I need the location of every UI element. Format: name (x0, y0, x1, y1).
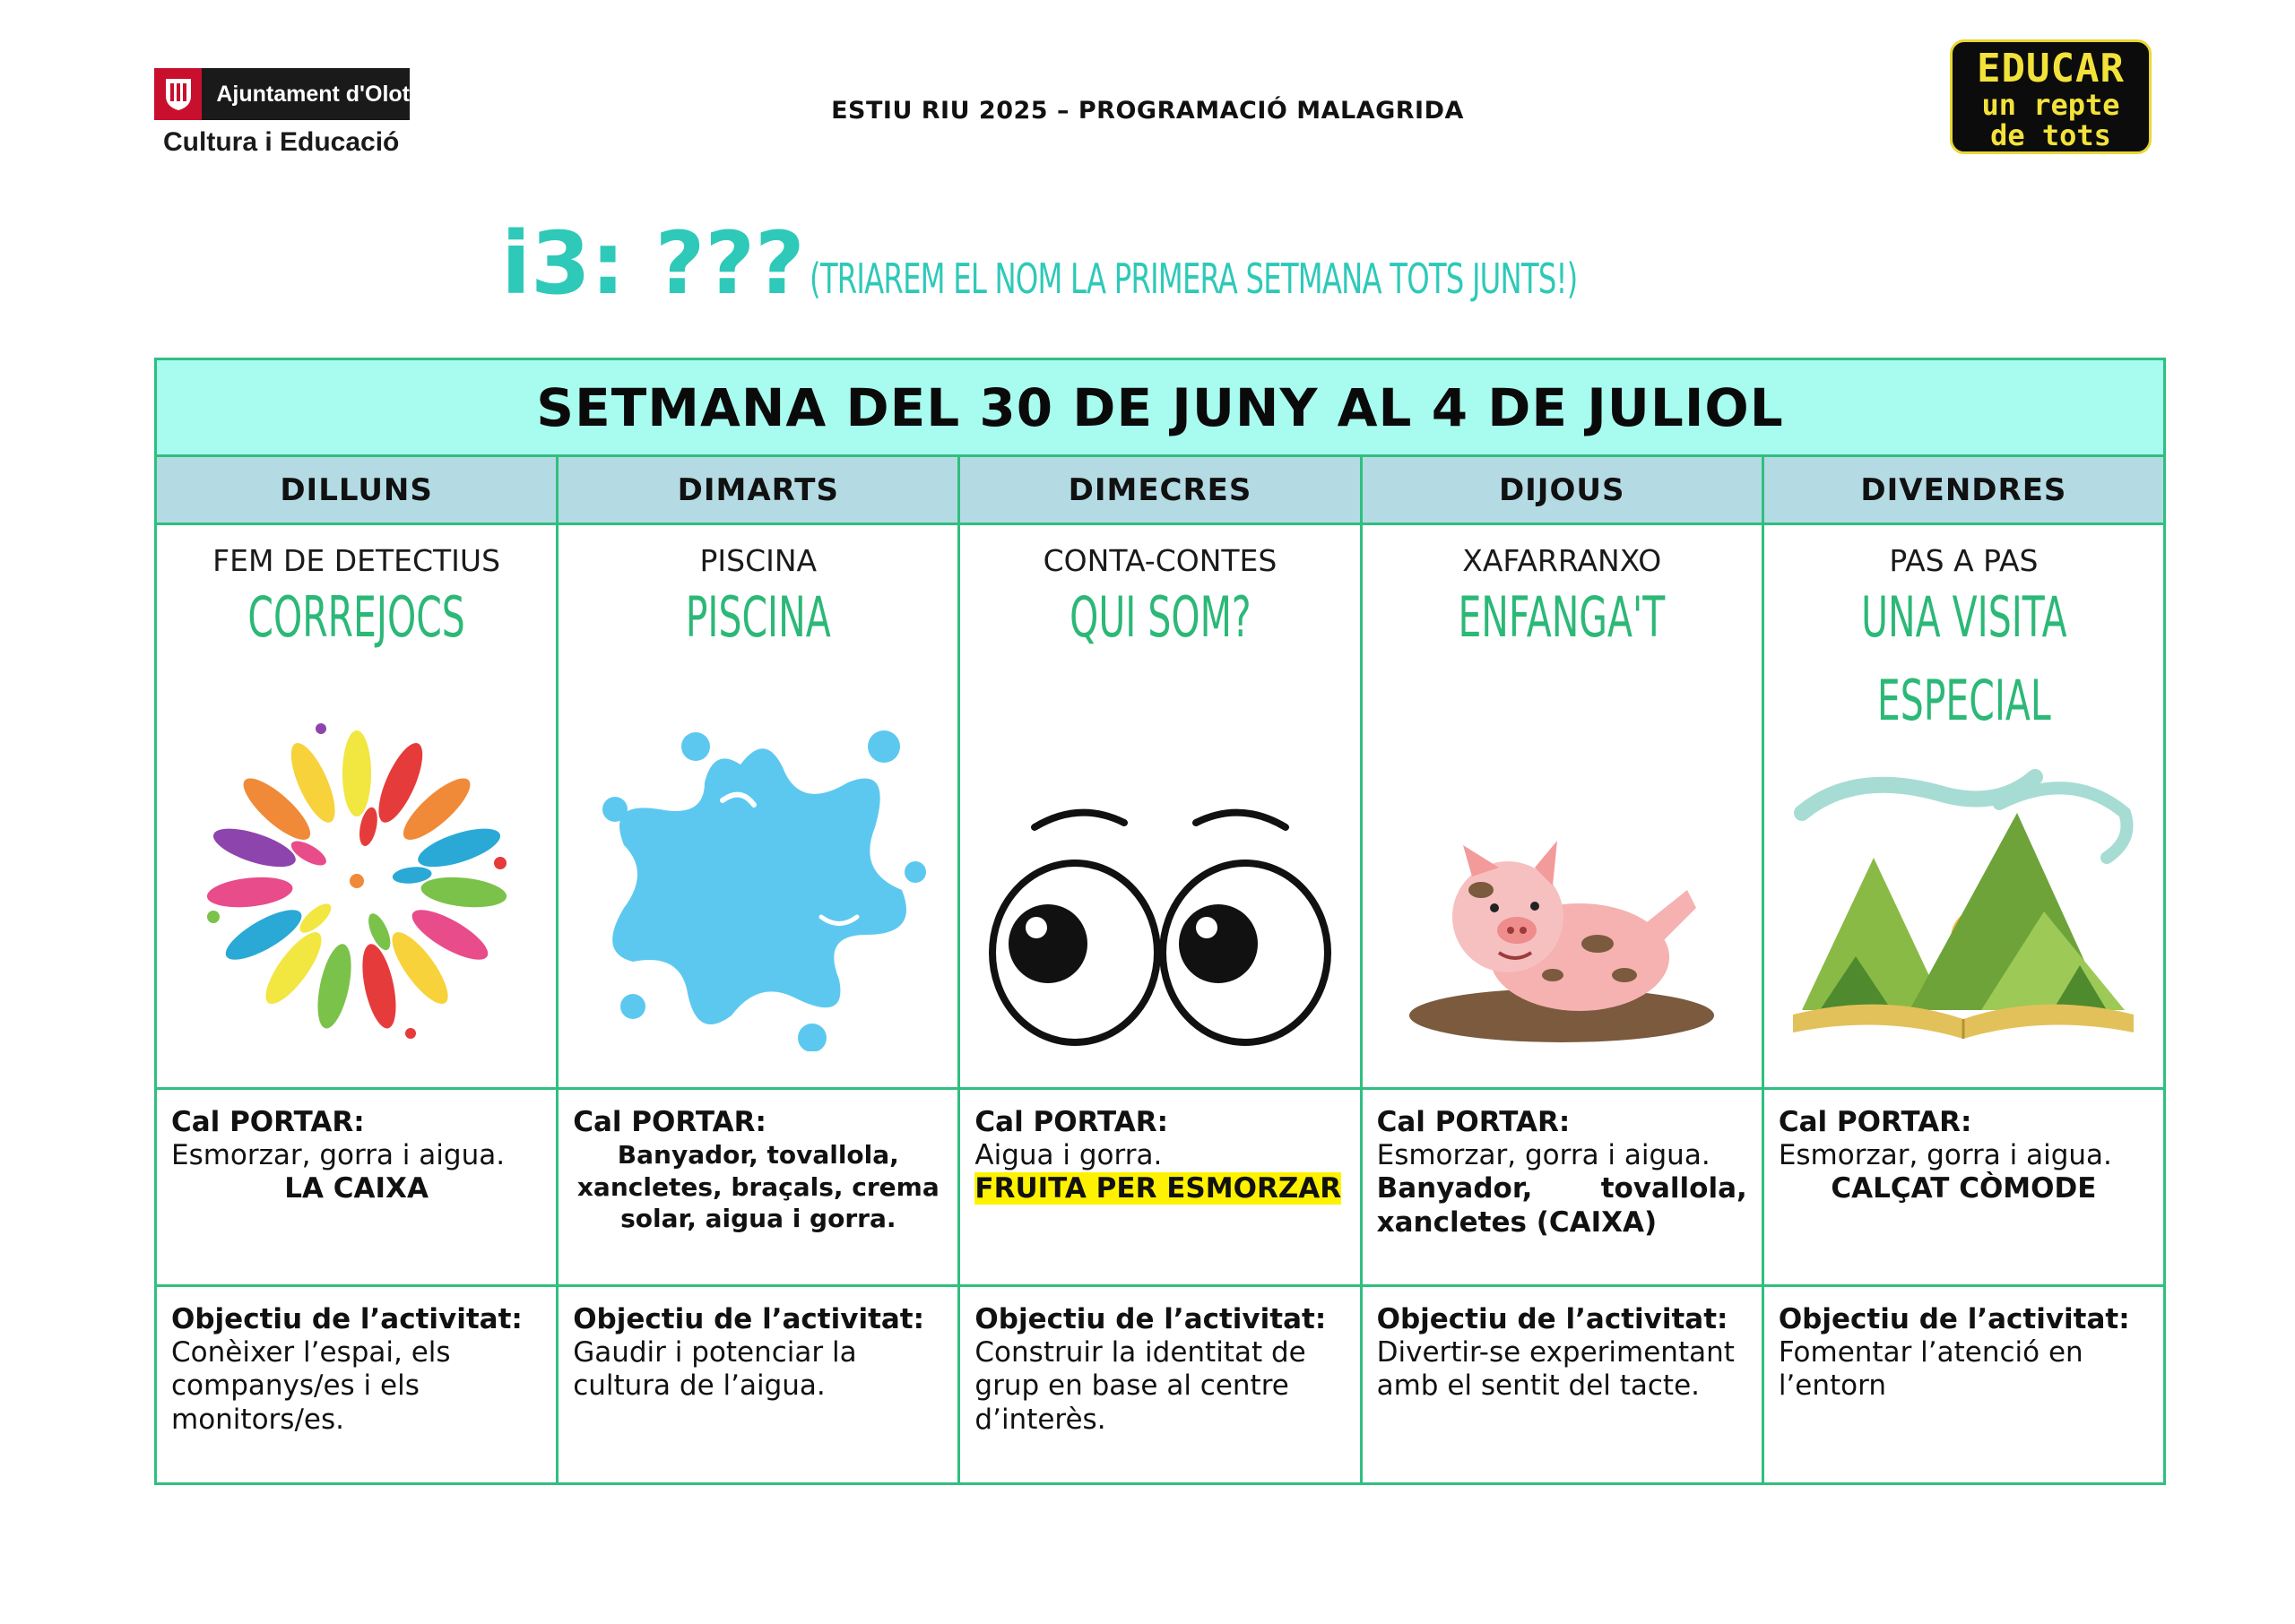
bring-cell (1363, 1090, 1764, 1284)
bring-label: Cal PORTAR: (1778, 1106, 1972, 1138)
goal-text: d’interès. (974, 1403, 1106, 1436)
color-splash-icon (157, 711, 556, 1051)
bring-text-bold: xancletes (CAIXA) (1376, 1205, 1658, 1239)
goal-text: companys/es i els (171, 1369, 420, 1403)
bring-text-bold: Banyador, (1376, 1172, 1533, 1205)
activity-category: XAFARRANXO (1462, 543, 1662, 578)
bring-cell (559, 1090, 960, 1284)
activity-cell (960, 525, 1362, 1087)
goal-label: Objectiu de l’activitat: (573, 1303, 925, 1335)
bring-cell (1764, 1090, 2163, 1284)
bring-label: Cal PORTAR: (1376, 1106, 1571, 1138)
bring-text-bold: tovallola, (1600, 1172, 1747, 1205)
activity-category: PAS A PAS (1889, 543, 2039, 578)
goal-text: Conèixer l’espai, els (171, 1336, 451, 1369)
goal-text: l’entorn (1778, 1369, 1886, 1403)
muddy-pig-icon (1363, 818, 1762, 1051)
goal-label: Objectiu de l’activitat: (1778, 1303, 2130, 1335)
day-header: DIMECRES (960, 457, 1362, 523)
goal-cell (1764, 1287, 2163, 1482)
goal-text: Construir la identitat de (974, 1336, 1306, 1369)
org-department: Cultura i Educació (163, 127, 400, 157)
goal-text: grup en base al centre (974, 1369, 1289, 1403)
bring-text-bold: Banyador, tovallola, (617, 1140, 899, 1170)
bring-cell (960, 1090, 1362, 1284)
pop-up-book-icon (1764, 759, 2163, 1046)
week-title: SETMANA DEL 30 DE JUNY AL 4 DE JULIOL (157, 360, 2163, 457)
activity-cell (1764, 525, 2163, 1087)
day-header: DIJOUS (1363, 457, 1764, 523)
goal-text: Gaudir i potenciar la (573, 1336, 857, 1369)
bring-highlighted-text: FRUITA PER ESMORZAR (974, 1172, 1342, 1205)
bring-label: Cal PORTAR: (573, 1106, 766, 1138)
group-name: i3: ??? (501, 213, 805, 314)
activity-cell (1363, 525, 1764, 1087)
activity-name: PISCINA (685, 584, 831, 650)
group-name-note: (TRIAREM EL NOM LA PRIMERA SETMANA TOTS JUNTS!) (809, 255, 1578, 303)
org-name: Ajuntament d'Olot (216, 81, 410, 107)
educar-logo-line1: EDUCAR (1977, 46, 2125, 91)
goal-label: Objectiu de l’activitat: (974, 1303, 1327, 1335)
bring-text-bold-row (1377, 1172, 1747, 1205)
cartoon-eyes-icon (960, 800, 1359, 1051)
bring-label: Cal PORTAR: (974, 1106, 1169, 1138)
goal-cell (157, 1287, 559, 1482)
bring-text-bold: solar, aigua i gorra. (620, 1204, 896, 1234)
document-header: ESTIU RIU 2025 – PROGRAMACIÓ MALAGRIDA (831, 97, 1464, 125)
goal-text: amb el sentit del tacte. (1376, 1369, 1701, 1403)
educar-logo-line2: un repte (1981, 88, 2120, 122)
day-header: DIVENDRES (1860, 471, 2067, 508)
bring-items-row (157, 1090, 2163, 1287)
goal-cell (1363, 1287, 1764, 1482)
water-splash-icon (559, 711, 957, 1051)
goal-label: Objectiu de l’activitat: (171, 1303, 523, 1335)
days-header-row (157, 457, 2163, 525)
bring-label: Cal PORTAR: (171, 1106, 365, 1138)
goal-text: Divertir-se experimentant (1376, 1336, 1735, 1369)
day-header: DILLUNS (157, 457, 559, 523)
activity-name: CORREJOCS (247, 584, 465, 650)
bring-text-bold: xancletes, braçals, crema (576, 1171, 940, 1202)
goal-cell (559, 1287, 960, 1482)
goal-label: Objectiu de l’activitat: (1376, 1303, 1728, 1335)
activity-category: FEM DE DETECTIUS (212, 543, 501, 578)
day-header: DIMARTS (559, 457, 960, 523)
bring-text: Esmorzar, gorra i aigua. (171, 1139, 506, 1172)
activity-category: CONTA-CONTES (1043, 543, 1277, 578)
goal-cell (960, 1287, 1362, 1482)
activity-cell (157, 525, 559, 1087)
educar-logo-line3: de tots (1990, 118, 2111, 152)
activity-cell (559, 525, 960, 1087)
goal-text: Fomentar l’atenció en (1778, 1336, 2083, 1369)
educar-logo (1950, 39, 2152, 154)
goals-row (157, 1287, 2163, 1482)
activity-name: ENFANGA'T (1458, 584, 1666, 650)
group-title (0, 213, 2295, 314)
activity-category: PISCINA (699, 543, 818, 578)
bring-cell (157, 1090, 559, 1284)
bring-text: Aigua i gorra. (974, 1139, 1163, 1172)
bring-text-bold: CALÇAT CÒMODE (1831, 1172, 2097, 1205)
goal-text: cultura de l’aigua. (573, 1369, 826, 1403)
weekly-schedule-table (154, 358, 2166, 1485)
bring-text-bold: LA CAIXA (284, 1172, 429, 1205)
activity-name-line2: ESPECIAL (1876, 668, 2051, 734)
activity-name-line1: UNA VISITA (1860, 584, 2067, 650)
bring-text: Esmorzar, gorra i aigua. (1376, 1139, 1710, 1172)
activities-row (157, 525, 2163, 1090)
goal-text: monitors/es. (171, 1403, 344, 1436)
bring-text: Esmorzar, gorra i aigua. (1778, 1139, 2112, 1172)
activity-name: QUI SOM? (1069, 584, 1251, 650)
